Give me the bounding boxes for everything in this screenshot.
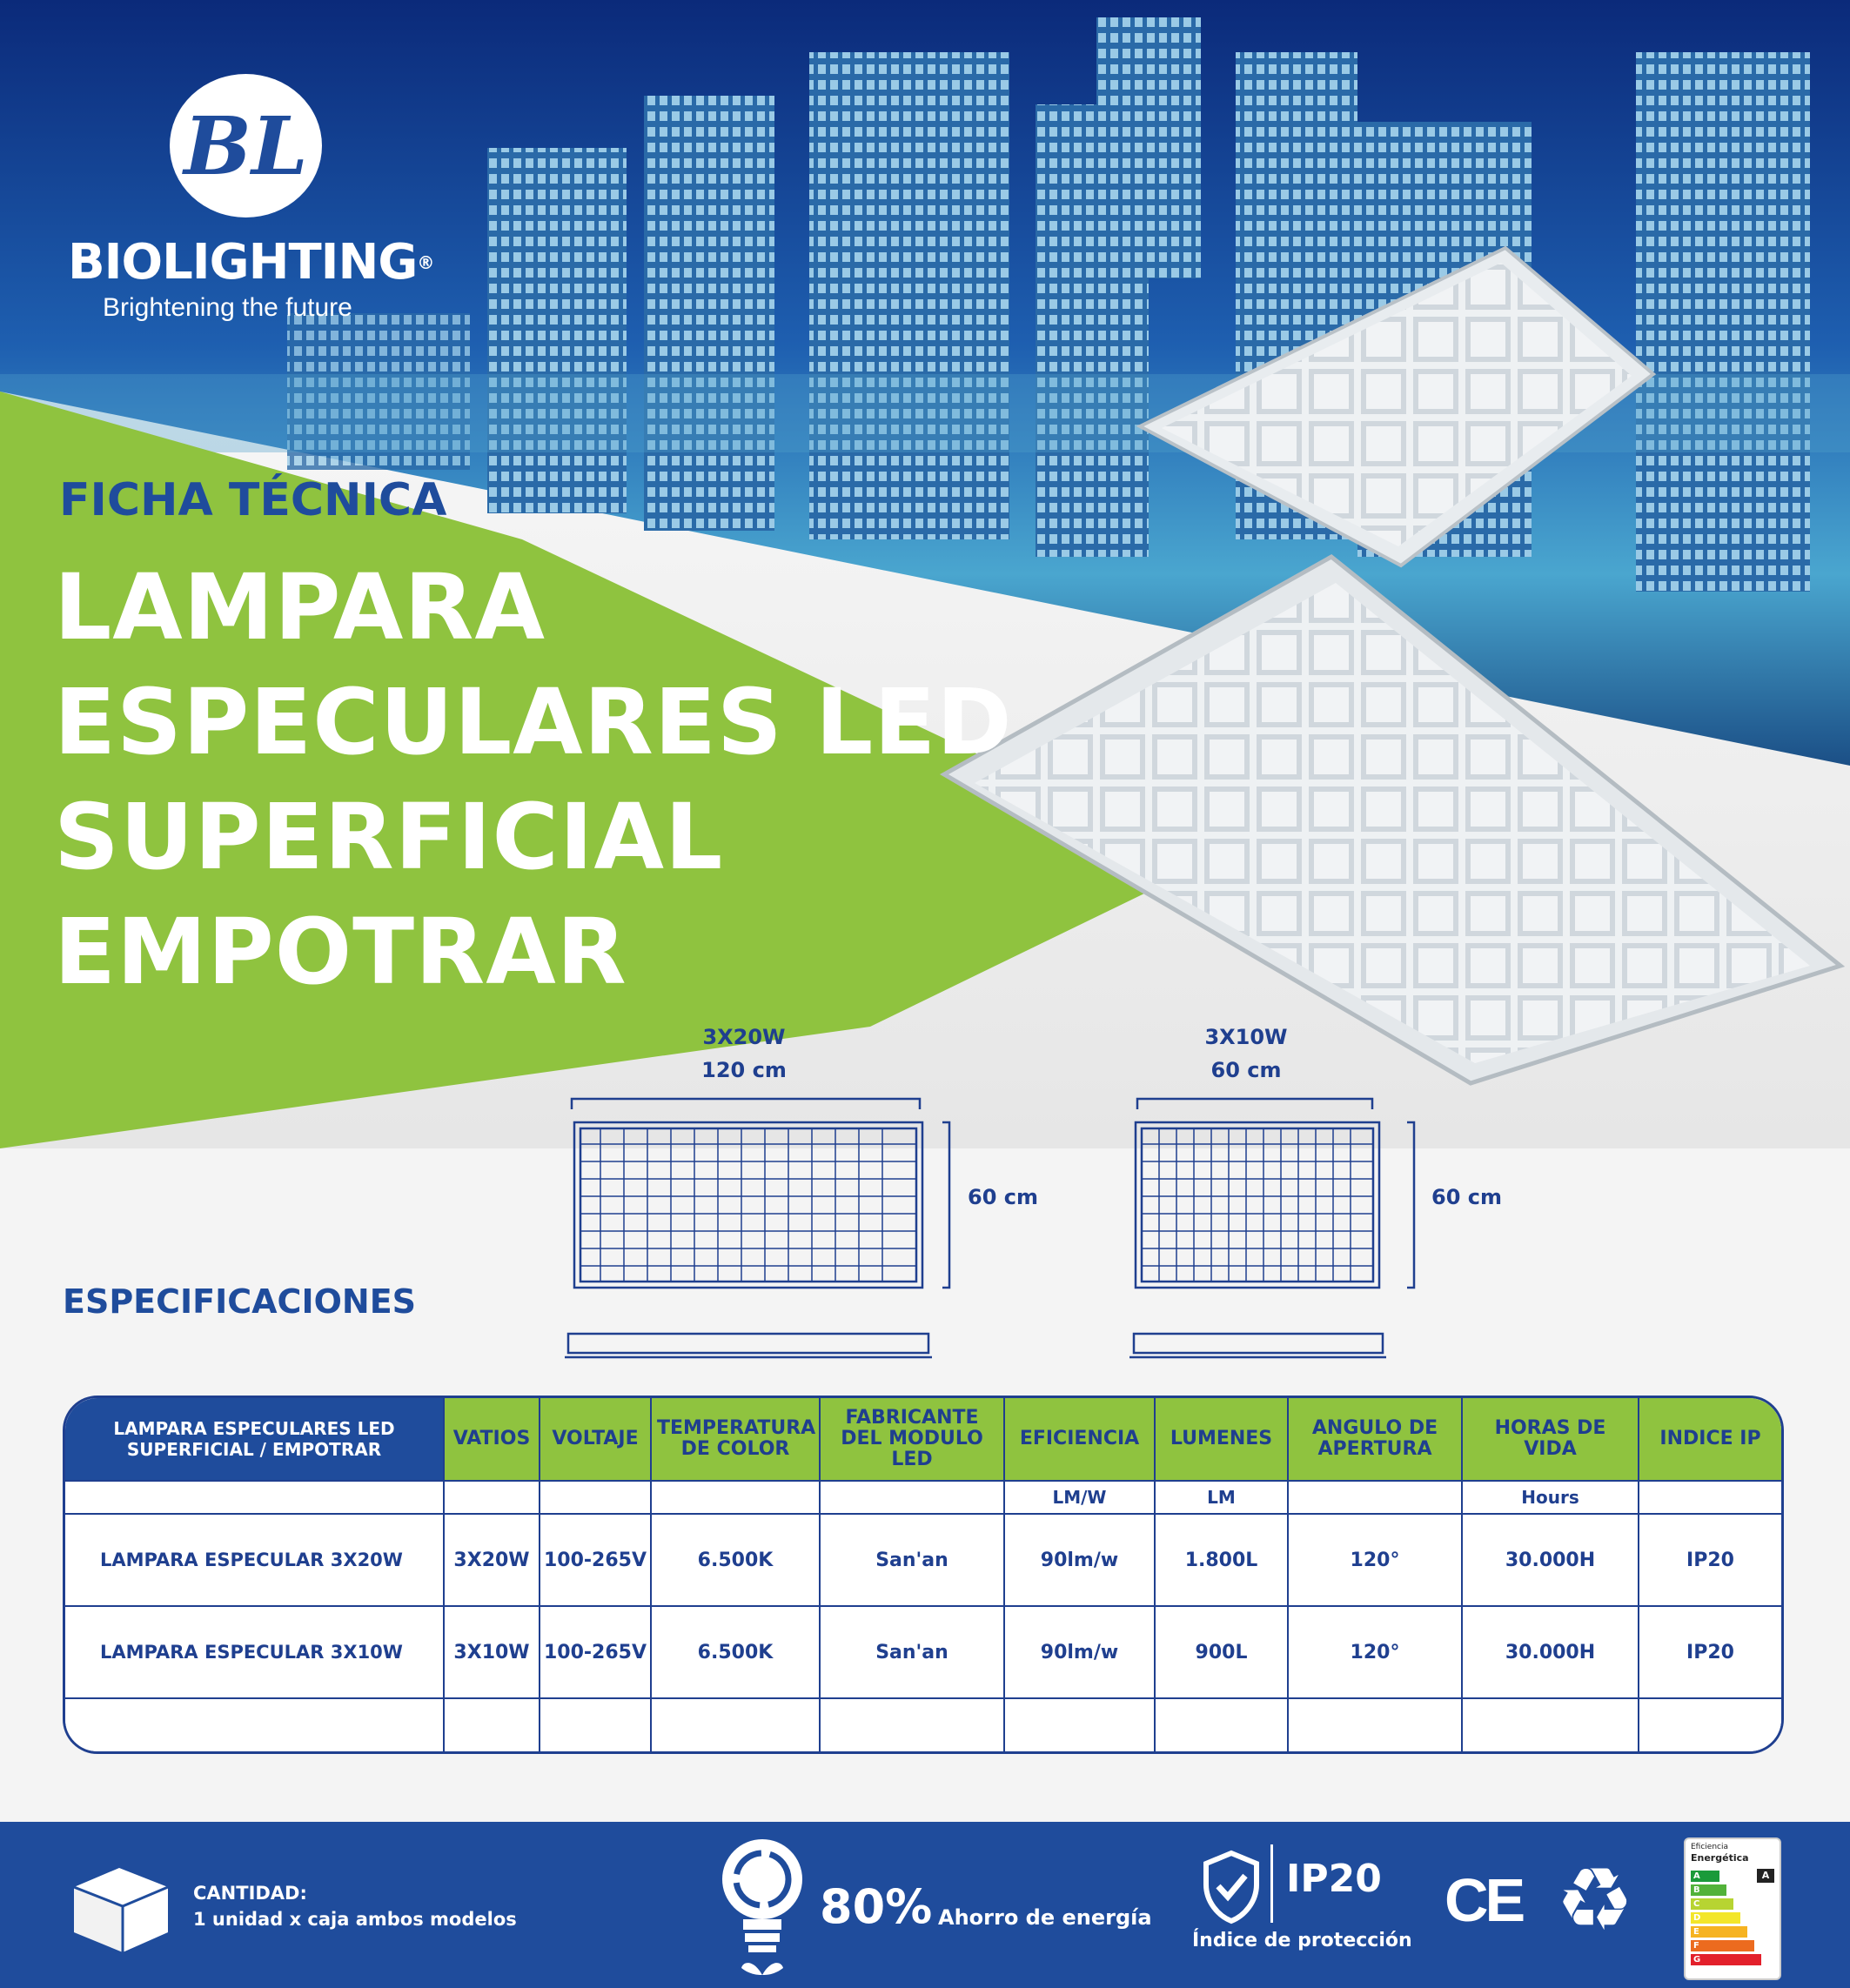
unit-cell: Hours — [1463, 1482, 1639, 1515]
box-icon — [65, 1861, 174, 1957]
title-line-4: EMPOTRAR — [54, 899, 627, 1005]
ip-divider — [1270, 1844, 1273, 1923]
main-title — [54, 554, 1013, 1005]
spec-table — [63, 1396, 1784, 1754]
table-row — [65, 1515, 1781, 1607]
title-line-3: SUPERFICIAL — [54, 784, 724, 890]
brand-logo — [170, 74, 322, 218]
cell-temperatura: 6.500K — [652, 1515, 821, 1607]
section-title: ESPECIFICACIONES — [63, 1282, 417, 1321]
cell-temperatura: 6.500K — [652, 1607, 821, 1699]
logo-letters: BL — [184, 98, 308, 193]
col-header-product: LAMPARA ESPECULARES LED SUPERFICIAL / EMPOTRAR — [65, 1398, 445, 1482]
cell-angulo: 120° — [1289, 1515, 1463, 1607]
unit-cell — [1289, 1482, 1463, 1515]
cell-voltaje: 100-265V — [540, 1607, 652, 1699]
table-row — [65, 1607, 1781, 1699]
cell-ip: IP20 — [1639, 1607, 1781, 1699]
cell-fabricante: San'an — [821, 1607, 1005, 1699]
energy-label-title: Eficiencia — [1691, 1843, 1729, 1851]
energy-rating-marker: A — [1757, 1869, 1774, 1883]
col-header-ip: INDICE IP — [1639, 1398, 1781, 1482]
col-header-temperatura: TEMPERATURA DE COLOR — [652, 1398, 821, 1482]
cell-product: LAMPARA ESPECULAR 3X20W — [65, 1515, 445, 1607]
unit-cell — [652, 1482, 821, 1515]
brand-name: BIOLIGHTING® — [68, 234, 434, 291]
diagram-right-model: 3X10W — [1204, 1025, 1288, 1049]
cell-vatios: 3X20W — [445, 1515, 540, 1607]
recycle-icon: ♻ — [1556, 1849, 1634, 1951]
cell-voltaje: 100-265V — [540, 1515, 652, 1607]
title-line-1: LAMPARA — [54, 554, 546, 660]
cell-empty — [1639, 1699, 1781, 1751]
table-units-row — [65, 1482, 1781, 1515]
saving-label: Ahorro de energía — [938, 1905, 1152, 1930]
diagram-left-model: 3X20W — [702, 1025, 786, 1049]
col-header-fabricante: FABRICANTE DEL MODULO LED — [821, 1398, 1005, 1482]
cell-lumenes: 1.800L — [1156, 1515, 1289, 1607]
quantity-value: 1 unidad x caja ambos modelos — [193, 1909, 517, 1930]
ip-label: Índice de protección — [1192, 1930, 1412, 1951]
diagram-right-height: 60 cm — [1431, 1185, 1502, 1209]
cell-ip: IP20 — [1639, 1515, 1781, 1607]
unit-cell — [540, 1482, 652, 1515]
cell-product: LAMPARA ESPECULAR 3X10W — [65, 1607, 445, 1699]
cell-eficiencia: 90lm/w — [1005, 1607, 1156, 1699]
energy-label — [1684, 1837, 1781, 1980]
col-header-vatios: VATIOS — [445, 1398, 540, 1482]
title-line-2: ESPECULARES LED — [54, 669, 1013, 775]
energy-bar-c: C — [1691, 1898, 1733, 1910]
energy-bar-a: A — [1691, 1871, 1719, 1882]
energy-bar-e: E — [1691, 1926, 1747, 1938]
quantity-label: CANTIDAD: — [193, 1883, 307, 1904]
energy-label-subtitle: Energética — [1691, 1852, 1749, 1864]
footer-bar — [0, 1822, 1850, 1988]
diagram-right-width: 60 cm — [1210, 1058, 1282, 1082]
diagram-left — [561, 1092, 953, 1366]
cell-empty — [1463, 1699, 1639, 1751]
unit-cell — [821, 1482, 1005, 1515]
col-header-eficiencia: EFICIENCIA — [1005, 1398, 1156, 1482]
cell-empty — [65, 1699, 445, 1751]
col-header-lumenes: LUMENES — [1156, 1398, 1289, 1482]
unit-cell — [1639, 1482, 1781, 1515]
col-header-horas: HORAS DE VIDA — [1463, 1398, 1639, 1482]
logo-circle — [170, 74, 322, 218]
col-header-voltaje: VOLTAJE — [540, 1398, 652, 1482]
energy-bar-f: F — [1691, 1940, 1754, 1951]
cell-horas: 30.000H — [1463, 1515, 1639, 1607]
brand-tagline: Brightening the future — [103, 293, 352, 322]
diagram-left-height: 60 cm — [968, 1185, 1038, 1209]
cell-empty — [540, 1699, 652, 1751]
cell-eficiencia: 90lm/w — [1005, 1515, 1156, 1607]
cell-lumenes: 900L — [1156, 1607, 1289, 1699]
kicker-title: FICHA TÉCNICA — [59, 474, 447, 526]
cell-empty — [1005, 1699, 1156, 1751]
ce-mark-icon: CE — [1444, 1866, 1523, 1934]
cell-angulo: 120° — [1289, 1607, 1463, 1699]
unit-cell — [65, 1482, 445, 1515]
diagram-right — [1127, 1092, 1423, 1366]
table-header-row — [65, 1398, 1781, 1482]
energy-bar-d: D — [1691, 1912, 1740, 1924]
unit-cell: LM — [1156, 1482, 1289, 1515]
col-header-angulo: ANGULO DE APERTURA — [1289, 1398, 1463, 1482]
ip-value: IP20 — [1286, 1857, 1382, 1901]
saving-percent: 80% — [820, 1879, 933, 1934]
cell-empty — [445, 1699, 540, 1751]
cell-empty — [821, 1699, 1005, 1751]
unit-cell — [445, 1482, 540, 1515]
shield-check-icon — [1201, 1850, 1262, 1924]
cell-horas: 30.000H — [1463, 1607, 1639, 1699]
unit-cell: LM/W — [1005, 1482, 1156, 1515]
cell-empty — [1289, 1699, 1463, 1751]
cell-fabricante: San'an — [821, 1515, 1005, 1607]
diagram-left-width: 120 cm — [701, 1058, 787, 1082]
eco-bulb-icon — [719, 1829, 806, 1985]
cell-empty — [652, 1699, 821, 1751]
cell-empty — [1156, 1699, 1289, 1751]
table-row — [65, 1699, 1781, 1751]
energy-bar-b: B — [1691, 1884, 1726, 1896]
energy-bar-g: G — [1691, 1954, 1761, 1965]
cell-vatios: 3X10W — [445, 1607, 540, 1699]
